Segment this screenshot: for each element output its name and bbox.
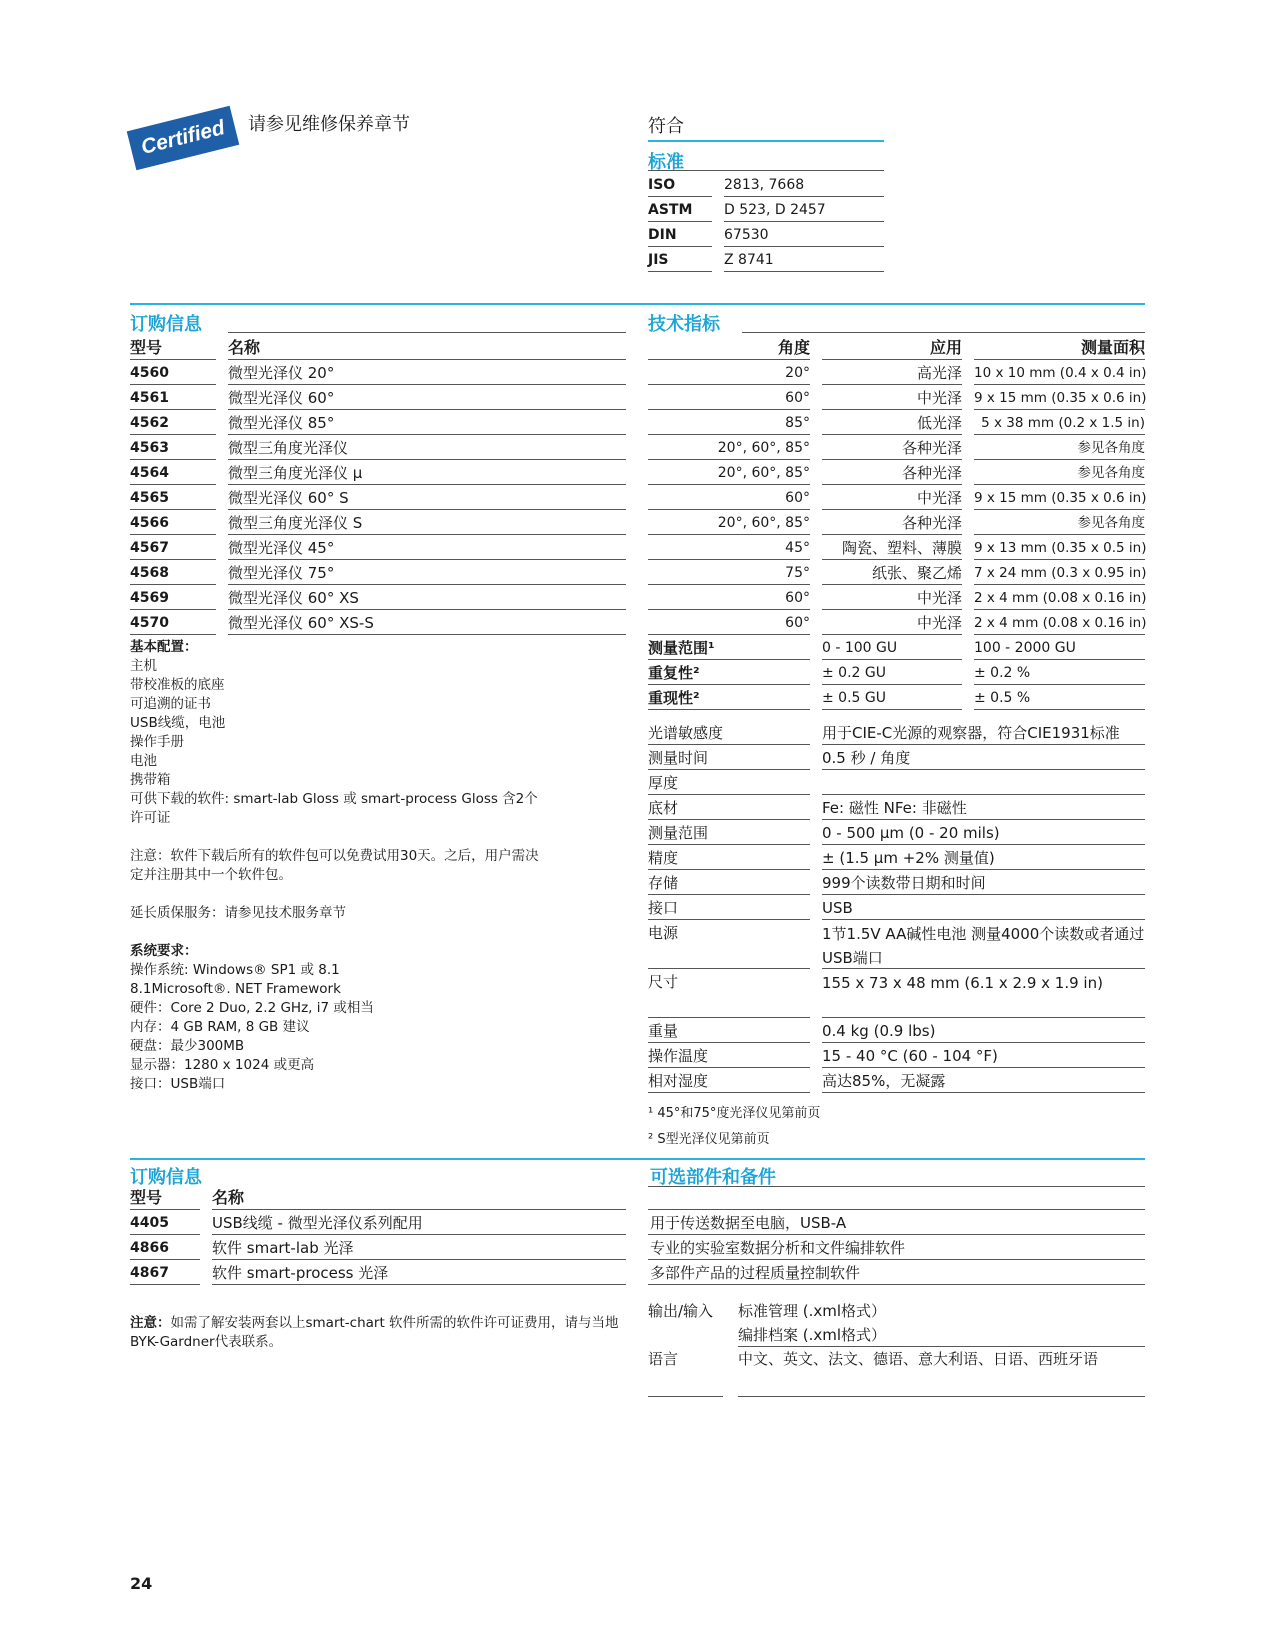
spec-application: 高光泽 <box>916 364 962 382</box>
row-divider <box>974 459 1145 460</box>
config-item: 带校准板的底座 <box>130 677 225 693</box>
row-divider <box>822 459 962 460</box>
io-value-2: 编排档案 (.xml格式） <box>738 1326 887 1344</box>
model-number: 4867 <box>130 1265 169 1281</box>
system-req-item: 操作系统: Windows® SP1 或 8.1 <box>130 962 340 978</box>
row-divider <box>130 534 216 535</box>
config-item: 携带箱 <box>130 772 171 788</box>
range-value-2: ± 0.2 % <box>974 665 1031 681</box>
row-divider <box>130 609 216 610</box>
standard-value: Z 8741 <box>724 252 774 268</box>
row-divider <box>648 894 810 895</box>
row-divider <box>130 1209 200 1210</box>
standard-name: JIS <box>648 252 669 268</box>
col-name-2: 名称 <box>212 1188 245 1207</box>
model-number: 4563 <box>130 440 169 456</box>
standards-title: 标准 <box>648 152 684 173</box>
spec-angle: 60° <box>785 590 810 606</box>
model-name: USB线缆 - 微型光泽仪系列配用 <box>212 1214 423 1232</box>
spec-area: 参见各角度 <box>1077 465 1145 481</box>
row-divider <box>228 634 626 635</box>
row-divider <box>822 968 1145 969</box>
range-value-2: ± 0.5 % <box>974 690 1031 706</box>
row-divider <box>228 484 626 485</box>
spec-value: 0 - 500 µm (0 - 20 mils) <box>822 824 1000 842</box>
model-number: 4570 <box>130 615 169 631</box>
range-value-2: 100 - 2000 GU <box>974 640 1076 656</box>
row-divider <box>822 359 962 360</box>
config-item: 可追溯的证书 <box>130 696 211 712</box>
spec-label: 重量 <box>648 1022 679 1040</box>
row-divider <box>974 434 1145 435</box>
model-number: 4866 <box>130 1240 169 1256</box>
page-number: 24 <box>130 1574 153 1593</box>
spec-label: 电源 <box>648 924 679 942</box>
spec-angle: 60° <box>785 390 810 406</box>
row-divider <box>130 509 216 510</box>
model-number: 4405 <box>130 1215 169 1231</box>
row-divider <box>648 534 810 535</box>
standard-name: ASTM <box>648 202 693 218</box>
row-divider <box>822 559 962 560</box>
warranty-text: 延长质保服务：请参见技术服务章节 <box>130 905 346 921</box>
spec-area: 2 x 4 mm (0.08 x 0.16 in) <box>974 590 1147 606</box>
order-info-title: 订购信息 <box>130 314 202 335</box>
row-divider <box>648 1234 1145 1235</box>
col-area: 测量面积 <box>1080 338 1145 357</box>
spec-label: 厚度 <box>648 774 679 792</box>
spec-angle: 45° <box>785 540 810 556</box>
spec-label: 操作温度 <box>648 1047 709 1065</box>
row-divider <box>228 534 626 535</box>
row-divider <box>724 221 884 222</box>
spec-area: 5 x 38 mm (0.2 x 1.5 in) <box>981 415 1145 431</box>
row-divider <box>974 559 1145 560</box>
row-divider <box>974 359 1145 360</box>
row-divider <box>648 794 810 795</box>
row-divider <box>130 1284 200 1285</box>
model-number: 4564 <box>130 465 169 481</box>
system-req-item: 显示器：1280 x 1024 或更高 <box>130 1057 315 1073</box>
config-item: 可供下载的软件: smart-lab Gloss 或 smart-process Gloss 含2个许可证 <box>130 791 538 826</box>
model-number: 4569 <box>130 590 169 606</box>
system-req-item: 硬盘：最少300MB <box>130 1038 245 1054</box>
spec-value: 0.4 kg (0.9 lbs) <box>822 1022 936 1040</box>
row-divider <box>648 434 810 435</box>
model-name: 软件 smart-process 光泽 <box>212 1264 389 1282</box>
col-application: 应用 <box>929 338 962 357</box>
row-divider <box>648 1042 810 1043</box>
spec-label: 底材 <box>648 799 679 817</box>
row-divider <box>228 459 626 460</box>
row-divider <box>974 534 1145 535</box>
row-divider <box>648 659 810 660</box>
row-divider <box>228 384 626 385</box>
model-number: 4568 <box>130 565 169 581</box>
row-divider <box>648 584 810 585</box>
spec-value <box>822 772 1145 794</box>
model-name: 微型光泽仪 45° <box>228 539 335 557</box>
model-number: 4565 <box>130 490 169 506</box>
row-divider <box>822 744 1145 745</box>
spec-label: 存储 <box>648 874 679 892</box>
spec-application: 各种光泽 <box>901 514 962 532</box>
model-name: 微型光泽仪 75° <box>228 564 335 582</box>
model-name: 微型三角度光泽仪 S <box>228 514 363 532</box>
spec-value: 0.5 秒 / 角度 <box>822 749 911 767</box>
row-divider <box>822 894 1145 895</box>
model-name: 微型光泽仪 20° <box>228 364 335 382</box>
row-divider <box>228 584 626 585</box>
row-divider <box>648 1284 1145 1285</box>
spec-value: 高达85%，无凝露 <box>822 1072 946 1090</box>
model-name: 微型光泽仪 60° XS-S <box>228 614 374 632</box>
row-divider <box>130 409 216 410</box>
row-divider <box>822 819 1145 820</box>
spec-angle: 60° <box>785 615 810 631</box>
system-req-item: 硬件：Core 2 Duo, 2.2 GHz, i7 或相当 <box>130 1000 374 1016</box>
row-divider <box>130 384 216 385</box>
col-model: 型号 <box>130 338 163 357</box>
spec-application: 中光泽 <box>916 589 962 607</box>
spec-value: Fe: 磁性 NFe: 非磁性 <box>822 799 967 817</box>
row-divider <box>822 659 962 660</box>
row-divider <box>130 1259 200 1260</box>
row-divider <box>648 609 810 610</box>
row-divider <box>130 484 216 485</box>
certified-text: 请参见维修保养章节 <box>248 114 410 135</box>
order-info2-title: 订购信息 <box>130 1167 202 1188</box>
spec-application: 中光泽 <box>916 614 962 632</box>
row-divider <box>648 744 810 745</box>
spec-label: 测量范围 <box>648 824 709 842</box>
footnote-1: ¹ 45°和75°度光泽仪见第前页 <box>648 1106 821 1121</box>
accessory-item: 专业的实验室数据分析和文件编排软件 <box>650 1239 906 1257</box>
row-divider <box>974 609 1145 610</box>
spec-application: 中光泽 <box>916 489 962 507</box>
row-divider <box>648 459 810 460</box>
spec-label: 精度 <box>648 849 679 867</box>
row-divider <box>822 709 962 710</box>
config-item: 主机 <box>130 658 157 674</box>
model-number: 4561 <box>130 390 169 406</box>
basic-config <box>130 638 539 1094</box>
spec-angle: 75° <box>785 565 810 581</box>
row-divider <box>648 246 712 247</box>
conform-title: 符合 <box>648 116 684 137</box>
model-name: 微型光泽仪 60° <box>228 389 335 407</box>
license-note: 注意：如需了解安装两套以上smart-chart 软件所需的软件许可证费用，请与当地BYK-Gardner代表联系。 <box>130 1315 619 1350</box>
config-item: 操作手册 <box>130 734 184 750</box>
spec-angle: 20°, 60°, 85° <box>717 465 810 481</box>
row-divider <box>130 1234 200 1235</box>
row-divider <box>822 1017 1145 1018</box>
row-divider <box>822 769 1145 770</box>
row-divider <box>822 384 962 385</box>
row-divider <box>648 271 712 272</box>
col-model-2: 型号 <box>130 1188 163 1207</box>
spec-label: 接口 <box>648 899 679 917</box>
row-divider <box>130 359 216 360</box>
row-divider <box>822 634 962 635</box>
spec-angle: 20°, 60°, 85° <box>717 515 810 531</box>
system-req-item: 8.1Microsoft®. NET Framework <box>130 981 341 997</box>
row-divider <box>974 584 1145 585</box>
row-divider <box>822 684 962 685</box>
standard-name: ISO <box>648 177 676 193</box>
row-divider <box>648 559 810 560</box>
row-divider <box>130 459 216 460</box>
spec-angle: 20°, 60°, 85° <box>717 440 810 456</box>
accessories-title: 可选部件和备件 <box>650 1167 776 1188</box>
row-divider <box>130 584 216 585</box>
spec-area: 7 x 24 mm (0.3 x 0.95 in) <box>974 565 1147 581</box>
row-divider <box>228 409 626 410</box>
row-divider <box>130 559 216 560</box>
row-divider <box>648 221 712 222</box>
row-divider <box>822 1092 1145 1093</box>
row-divider <box>974 659 1145 660</box>
col-name: 名称 <box>228 338 261 357</box>
row-divider <box>974 684 1145 685</box>
model-name: 微型光泽仪 60° XS <box>228 589 359 607</box>
system-req-item: 内存：4 GB RAM, 8 GB 建议 <box>130 1019 310 1035</box>
spec-area: 9 x 15 mm (0.35 x 0.6 in) <box>974 490 1147 506</box>
footnote-2: ² S型光泽仪见第前页 <box>648 1132 770 1147</box>
row-divider <box>228 434 626 435</box>
row-divider <box>130 434 216 435</box>
standard-value: D 523, D 2457 <box>724 202 826 218</box>
system-req-item: 接口：USB端口 <box>130 1076 226 1092</box>
software-note: 注意：软件下载后所有的软件包可以免费试用30天。之后，用户需决定并注册其中一个软件包。 <box>130 848 539 883</box>
spec-application: 中光泽 <box>916 389 962 407</box>
lang-value: 中文、英文、法文、德语、意大利语、日语、西班牙语 <box>738 1350 1099 1368</box>
row-divider <box>974 484 1145 485</box>
model-number: 4567 <box>130 540 169 556</box>
row-divider <box>648 359 810 360</box>
row-divider <box>822 919 1145 920</box>
spec-value: 999个读数带日期和时间 <box>822 874 986 892</box>
col-angle: 角度 <box>777 338 810 357</box>
spec-value: 用于CIE-C光源的观察器，符合CIE1931标准 <box>822 724 1120 742</box>
spec-value: USB <box>822 899 853 917</box>
row-divider <box>228 359 626 360</box>
spec-area: 9 x 15 mm (0.35 x 0.6 in) <box>974 390 1147 406</box>
row-divider <box>648 1092 810 1093</box>
row-divider <box>648 1017 810 1018</box>
range-label: 重现性² <box>648 689 700 707</box>
row-divider <box>130 634 216 635</box>
row-divider <box>822 609 962 610</box>
row-divider <box>648 634 810 635</box>
row-divider <box>822 409 962 410</box>
spec-application: 各种光泽 <box>901 464 962 482</box>
row-divider <box>648 769 810 770</box>
row-divider <box>724 271 884 272</box>
config-item: USB线缆，电池 <box>130 715 226 731</box>
standard-value: 67530 <box>724 227 769 243</box>
spec-label: 光谱敏感度 <box>648 724 724 742</box>
system-req-title: 系统要求： <box>130 943 198 959</box>
row-divider <box>974 409 1145 410</box>
spec-application: 陶瓷、塑料、薄膜 <box>841 539 962 557</box>
row-divider <box>822 844 1145 845</box>
spec-label: 测量时间 <box>648 749 709 767</box>
row-divider <box>228 509 626 510</box>
row-divider <box>648 1259 1145 1260</box>
spec-application: 纸张、聚乙烯 <box>871 564 962 582</box>
row-divider <box>822 434 962 435</box>
certified-badge: Certified <box>127 106 240 170</box>
accessory-item: 用于传送数据至电脑，USB-A <box>650 1214 847 1232</box>
model-name: 微型三角度光泽仪 μ <box>228 464 363 482</box>
row-divider <box>822 794 1145 795</box>
io-value-1: 标准管理 (.xml格式） <box>738 1302 887 1320</box>
spec-label: 尺寸 <box>648 973 679 991</box>
spec-angle: 20° <box>785 365 810 381</box>
row-divider <box>974 634 1145 635</box>
range-value-1: 0 - 100 GU <box>822 640 898 656</box>
spec-area: 9 x 13 mm (0.35 x 0.5 in) <box>974 540 1147 556</box>
row-divider <box>648 509 810 510</box>
spec-value: 1节1.5V AA碱性电池 测量4000个读数或者通过USB端口 <box>822 925 1145 967</box>
row-divider <box>648 869 810 870</box>
row-divider <box>822 1042 1145 1043</box>
spec-value: 155 x 73 x 48 mm (6.1 x 2.9 x 1.9 in) <box>822 974 1103 992</box>
row-divider <box>822 509 962 510</box>
spec-application: 各种光泽 <box>901 439 962 457</box>
spec-label: 相对湿度 <box>648 1072 709 1090</box>
model-number: 4566 <box>130 515 169 531</box>
model-name: 软件 smart-lab 光泽 <box>212 1239 354 1257</box>
row-divider <box>648 409 810 410</box>
row-divider <box>648 684 810 685</box>
spec-angle: 85° <box>785 415 810 431</box>
model-name: 微型光泽仪 60° S <box>228 489 349 507</box>
spec-area: 参见各角度 <box>1077 515 1145 531</box>
spec-application: 低光泽 <box>916 414 962 432</box>
row-divider <box>648 844 810 845</box>
config-item: 电池 <box>130 753 157 769</box>
io-label: 输出/输入 <box>648 1302 714 1320</box>
row-divider <box>212 1234 626 1235</box>
row-divider <box>228 559 626 560</box>
row-divider <box>724 196 884 197</box>
basic-config-title: 基本配置： <box>130 639 198 655</box>
row-divider <box>648 968 810 969</box>
row-divider <box>648 919 810 920</box>
row-divider <box>724 246 884 247</box>
range-label: 重复性² <box>648 664 700 682</box>
row-divider <box>822 534 962 535</box>
spec-angle: 60° <box>785 490 810 506</box>
row-divider <box>974 709 1145 710</box>
row-divider <box>228 609 626 610</box>
row-divider <box>648 1209 1145 1210</box>
model-number: 4562 <box>130 415 169 431</box>
row-divider <box>822 1067 1145 1068</box>
row-divider <box>648 196 712 197</box>
row-divider <box>822 869 1145 870</box>
row-divider <box>212 1209 626 1210</box>
row-divider <box>822 584 962 585</box>
model-number: 4560 <box>130 365 169 381</box>
row-divider <box>648 384 810 385</box>
spec-value: 15 - 40 °C (60 - 104 °F) <box>822 1047 998 1065</box>
row-divider <box>212 1259 626 1260</box>
row-divider <box>974 509 1145 510</box>
row-divider <box>974 384 1145 385</box>
spec-area: 10 x 10 mm (0.4 x 0.4 in) <box>974 365 1147 381</box>
spec-value: ± (1.5 µm +2% 测量值) <box>822 849 995 867</box>
row-divider <box>648 1067 810 1068</box>
model-name: 微型光泽仪 85° <box>228 414 335 432</box>
spec-area: 参见各角度 <box>1077 440 1145 456</box>
range-value-1: ± 0.2 GU <box>822 665 886 681</box>
accessory-item: 多部件产品的过程质量控制软件 <box>650 1264 861 1282</box>
model-name: 微型三角度光泽仪 <box>228 439 349 457</box>
row-divider <box>648 484 810 485</box>
row-divider <box>648 819 810 820</box>
tech-spec-title: 技术指标 <box>648 314 720 335</box>
standard-name: DIN <box>648 227 677 243</box>
lang-label: 语言 <box>648 1350 679 1368</box>
standard-value: 2813, 7668 <box>724 177 805 193</box>
row-divider <box>648 709 810 710</box>
range-value-1: ± 0.5 GU <box>822 690 886 706</box>
row-divider <box>212 1284 626 1285</box>
row-divider <box>822 484 962 485</box>
range-label: 测量范围¹ <box>648 639 715 657</box>
spec-area: 2 x 4 mm (0.08 x 0.16 in) <box>974 615 1147 631</box>
